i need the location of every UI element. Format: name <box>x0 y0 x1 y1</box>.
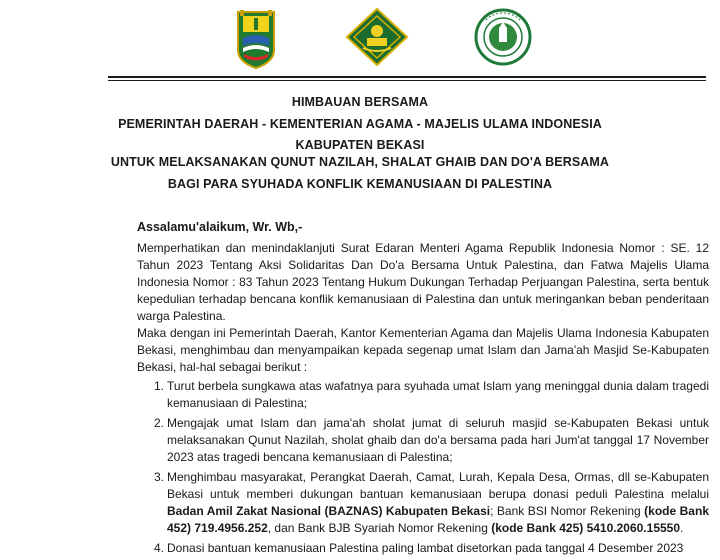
title-purpose: UNTUK MELAKSANAKAN QUNUT NAZILAH, SHALAT GHAIB DAN DO'A BERSAMA <box>110 155 610 169</box>
list-number: 1. <box>154 379 165 393</box>
list-item-text: Turut berbela sungkawa atas wafatnya para syuhada umat Islam yang meninggal dunia dalam tragedi kemanusiaan di Palestina; <box>167 379 709 410</box>
title-region: KABUPATEN BEKASI <box>295 138 425 152</box>
list-number: 3. <box>154 470 165 484</box>
letterhead-rule-thin <box>108 80 706 81</box>
title-institutions: PEMERINTAH DAERAH - KEMENTERIAN AGAMA - MAJELIS ULAMA INDONESIA <box>118 117 602 131</box>
document-title: HIMBAUAN BERSAMA <box>291 95 429 109</box>
list-item-text: , dan Bank BJB Syariah Nomor Rekening <box>267 521 492 535</box>
paragraph-appeal: Maka dengan ini Pemerintah Daerah, Kantor Kementerian Agama dan Majelis Ulama Indonesia Kabupaten Bekasi, menghimbau dan menyampaikan kepada segenap umat Islam dan Jama'ah Masjid Se-Kabupaten Bekasi, hal-hal sebagai berikut : <box>137 326 709 374</box>
list-item-text: Donasi bantuan kemanusiaan Palestina paling lambat disetorkan pada tanggal 4 Desember 2023 <box>167 541 684 555</box>
list-item <box>137 415 709 466</box>
list-item-text: . <box>680 521 684 535</box>
greeting: Assalamu'alaikum, Wr. Wb,- <box>137 220 303 234</box>
title-subject: BAGI PARA SYUHADA KONFLIK KEMANUSIAAN DI PALESTINA <box>167 177 553 191</box>
baznas-name: Badan Amil Zakat Nasional (BAZNAS) Kabupaten Bekasi <box>167 504 491 518</box>
paragraph-reference: Memperhatikan dan menindaklanjuti Surat Edaran Menteri Agama Republik Indonesia Nomor : SE. 12 Tahun 2023 Tentang Aksi Solidaritas Dan Do'a Bersama Untuk Palestina, dan Fatwa Majelis Ulama Indonesia Nomor : 83 Tahun 2023 Tentang Hukum Dukungan Terhadap Perjuangan Palestina, serta bentuk kepedulian terhadap bencana konflik kemanusiaan di Palestina dan untuk meringankan beban penderitaan warga Palestina. <box>137 241 709 323</box>
letterhead-rule-thick <box>108 76 706 78</box>
bekasi-regency-emblem-icon <box>234 8 278 70</box>
list-item-text: Mengajak umat Islam dan jama'ah sholat jumat di seluruh masjid se-Kabupaten Bekasi untuk melaksanakan Qunut Nazilah, sholat ghaib dan do'a bersama pada hari Jum'at tanggal 17 November 2023 atas tragedi bencana kemanusiaan di Palestina; <box>167 416 709 464</box>
list-number: 2. <box>154 416 165 430</box>
list-item-text: ; Bank BSI Nomor Rekening <box>490 504 645 518</box>
list-number: 4. <box>154 541 165 555</box>
bjb-account-number: (kode Bank 425) 5410.2060.15550 <box>491 521 681 535</box>
bsi-account-number: (kode Bank 452) 719.4956.252 <box>167 504 709 535</box>
list-item-text: Menghimbau masyarakat, Perangkat Daerah, Camat, Lurah, Kepala Desa, Ormas, dll se-Kabupaten Bekasi untuk memberi dukungan bantuan kemanusiaan berupa donasi peduli Palestina melalui <box>167 470 709 501</box>
list-item <box>137 469 709 537</box>
kemenag-emblem-icon <box>345 8 409 66</box>
appeal-list <box>137 378 709 560</box>
list-item <box>137 540 709 557</box>
list-item <box>137 378 709 412</box>
letterhead-logos <box>0 8 720 70</box>
mui-emblem-icon <box>474 8 532 66</box>
